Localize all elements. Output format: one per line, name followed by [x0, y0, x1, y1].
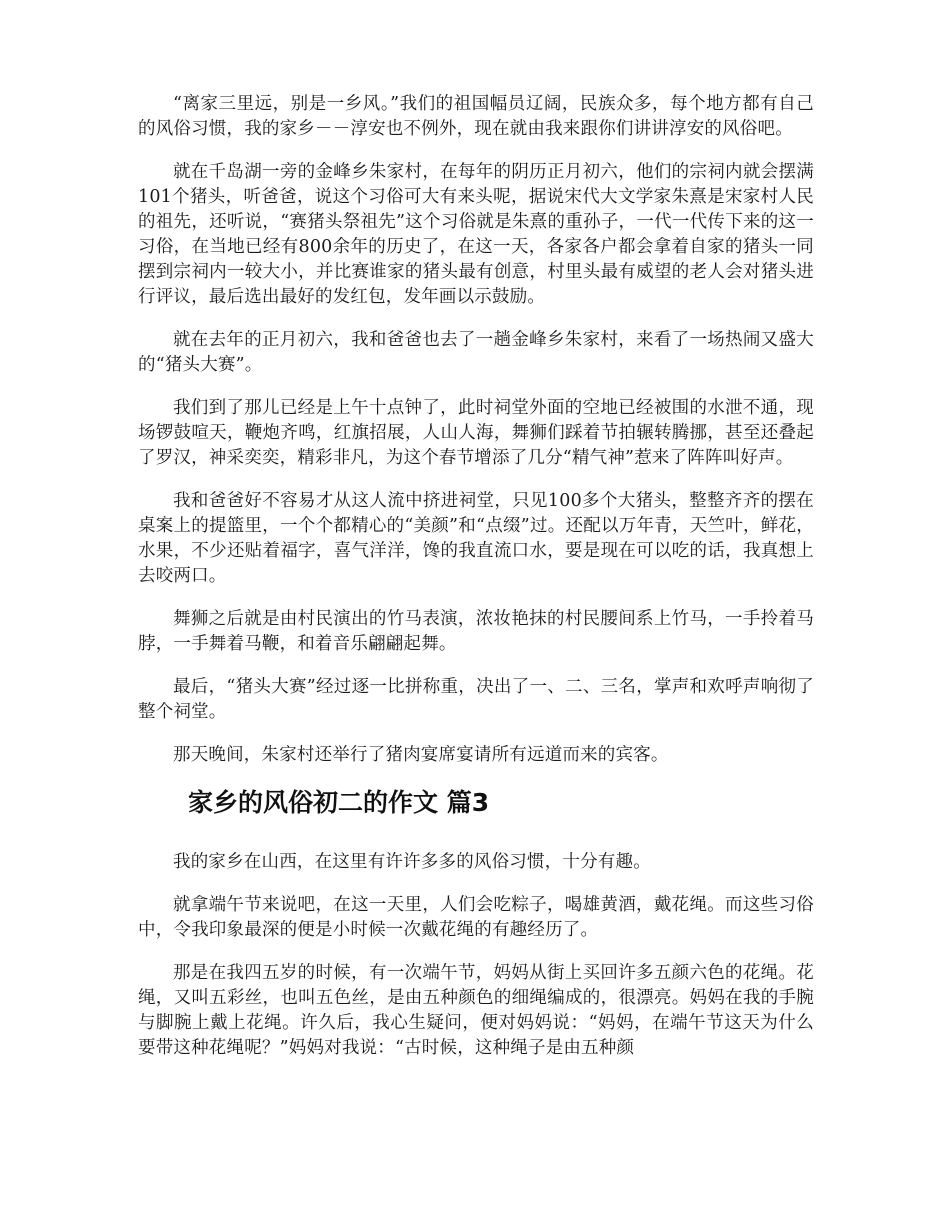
paragraph: 最后，“猪头大赛”经过逐一比拼称重，决出了一、二、三名，掌声和欢呼声响彻了整个祠堂。 — [138, 677, 814, 722]
document-page — [138, 92, 814, 1079]
paragraph: 我和爸爸好不容易才从这人流中挤进祠堂，只见100多个大猪头，整整齐齐的摆在桌案上的提篮里，一个个都精心的“美颜”和“点缀”过。还配以万年青，天竺叶，鲜花，水果，不少还贴着福字，喜气洋洋，馋的我直流口水，要是现在可以吃的话，我真想上去咬两口。 — [138, 491, 814, 586]
paragraph: “离家三里远，别是一乡风。”我们的祖国幅员辽阔，民族众多，每个地方都有自己的风俗习惯，我的家乡－－淳安也不例外，现在就由我来跟你们讲讲淳安的风俗吧。 — [138, 94, 814, 139]
paragraph: 那天晚间，朱家村还举行了猪肉宴席宴请所有远道而来的宾客。 — [173, 745, 669, 765]
essay-part-1 — [138, 92, 814, 768]
paragraph: 那是在我四五岁的时候，有一次端午节，妈妈从街上买回许多五颜六色的花绳。花绳，又叫五彩丝，也叫五色丝，是由五种颜色的细绳编成的，很漂亮。妈妈在我的手腕与脚腕上戴上花绳。许久后，我心生疑问，便对妈妈说：“妈妈，在端午节这天为什么要带这种花绳呢？”妈妈对我说：“古时候，这种绳子是由五种颜 — [138, 963, 814, 1058]
paragraph: 就在千岛湖一旁的金峰乡朱家村，在每年的阴历正月初六，他们的宗祠内就会摆满101个猪头，听爸爸，说这个习俗可大有来头呢，据说宋代大文学家朱熹是宋家村人民的祖先，还听说，“赛猪头祭祖先”这个习俗就是朱熹的重孙子，一代一代传下来的这一习俗，在当地已经有800余年的历史了，在这一天，各家各户都会拿着自家的猪头一同摆到宗祠内一较大小，并比赛谁家的猪头最有创意，村里头最有威望的老人会对猪头进行评议，最后选出最好的发红包，发年画以示鼓励。 — [138, 162, 814, 307]
paragraph: 我的家乡在山西，在这里有许许多多的风俗习惯，十分有趣。 — [173, 852, 651, 872]
paragraph: 舞狮之后就是由村民演出的竹马表演，浓妆艳抹的村民腰间系上竹马，一手拎着马脖，一手舞着马鞭，和着音乐翩翩起舞。 — [138, 609, 814, 654]
paragraph: 我们到了那儿已经是上午十点钟了，此时祠堂外面的空地已经被围的水泄不通，现场锣鼓喧天，鞭炮齐鸣，红旗招展，人山人海，舞狮们踩着节拍辗转腾挪，甚至还叠起了罗汉，神采奕奕，精彩非凡，为这个春节增添了几分“精气神”惹来了阵阵叫好声。 — [138, 398, 814, 468]
essay-section-3 — [138, 850, 814, 1061]
paragraph: 就在去年的正月初六，我和爸爸也去了一趟金峰乡朱家村，来看了一场热闹又盛大的“猪头大赛”。 — [138, 330, 814, 375]
section-heading: 家乡的风俗初二的作文 篇3 — [188, 788, 490, 817]
paragraph: 就拿端午节来说吧，在这一天里，人们会吃粽子，喝雄黄酒，戴花绳。而这些习俗中，令我印象最深的便是小时候一次戴花绳的有趣经历了。 — [138, 895, 814, 940]
